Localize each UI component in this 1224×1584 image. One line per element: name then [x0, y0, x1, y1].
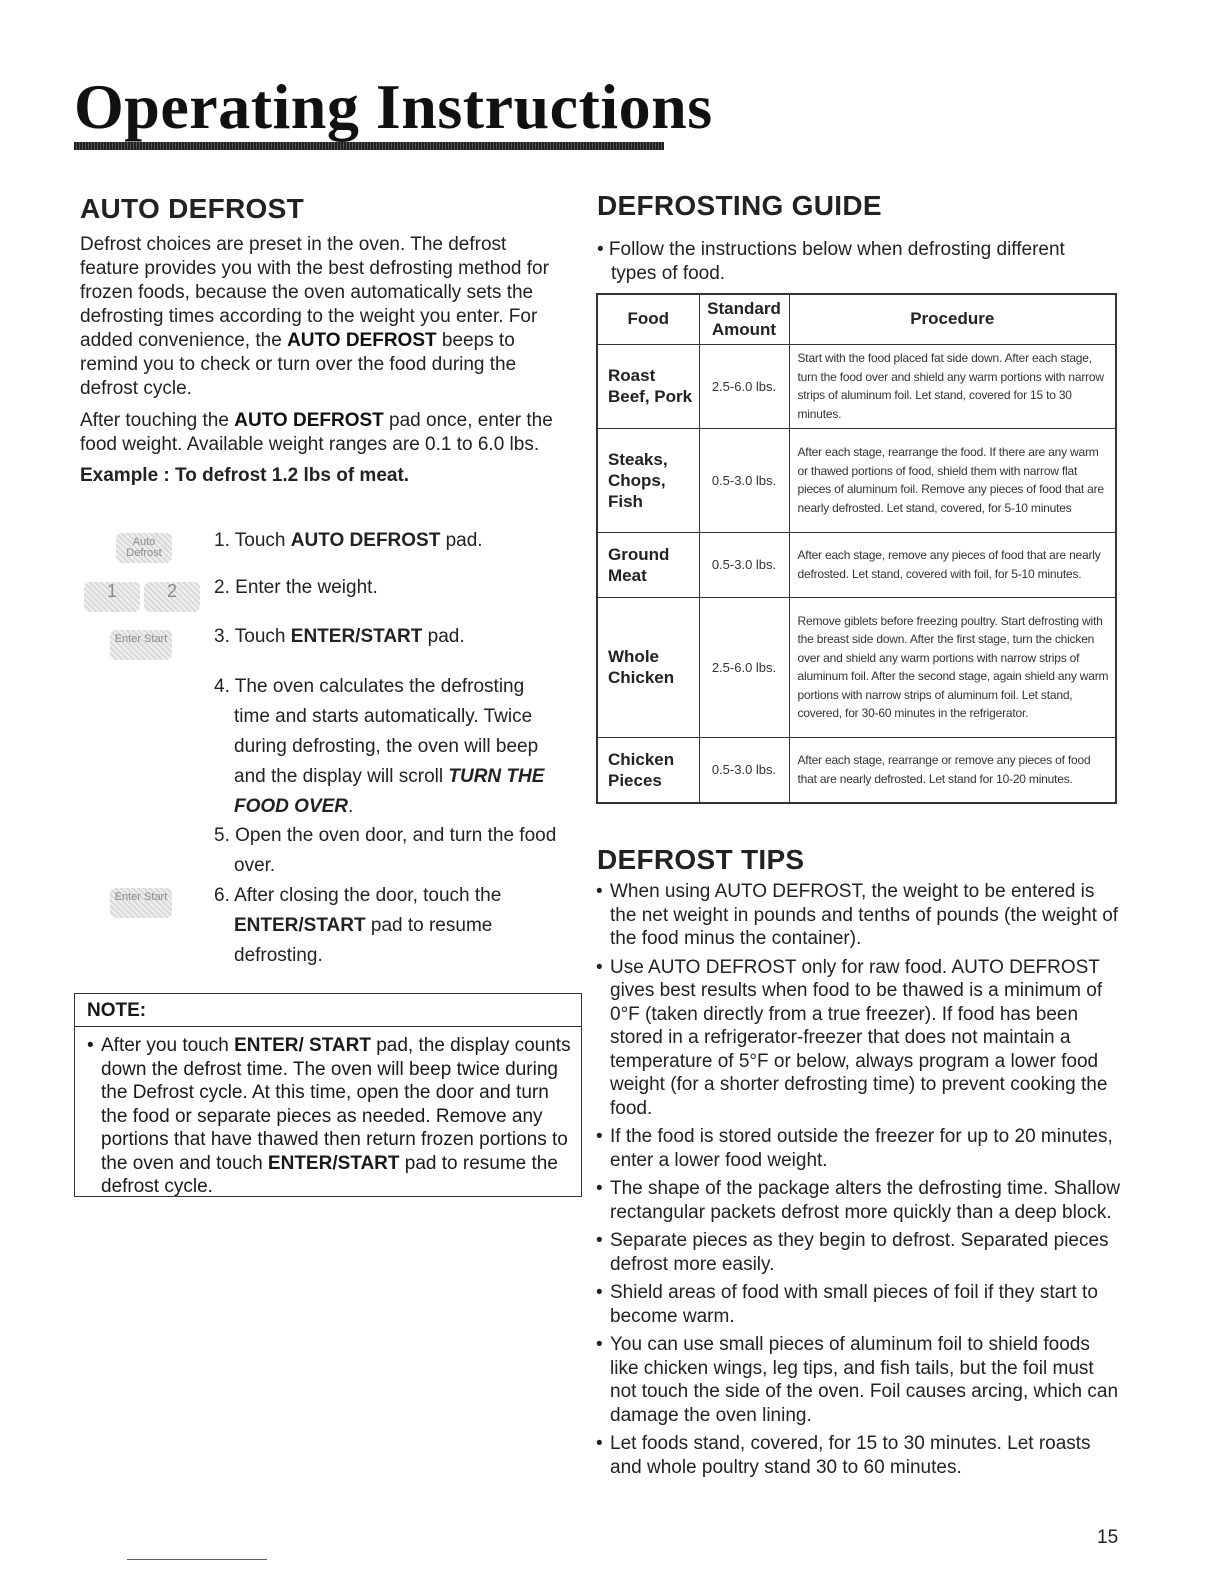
table-row	[597, 428, 1116, 532]
footer-rule	[127, 1559, 267, 1560]
table-row	[597, 344, 1116, 428]
auto-defrost-intro: Defrost choices are preset in the oven. The defrost feature provides you with the best defrosting method for frozen foods, because the oven automatically sets the defrosting times according to the weight you enter. For added convenience, the AUTO DEFROST beeps to remind you to check or turn over the food during the defrost cycle.	[80, 234, 549, 399]
step-3: 3. Touch ENTER/START pad.	[214, 626, 465, 647]
defrost-tips-list	[596, 880, 1121, 1484]
food-cell: Steaks, Chops, Fish	[597, 428, 699, 532]
amount-cell: 0.5-3.0 lbs.	[699, 737, 789, 803]
table-row	[597, 737, 1116, 803]
page-number: 15	[1097, 1527, 1119, 1548]
list-item: • Let foods stand, covered, for 15 to 30 minutes. Let roasts and whole poultry stand 30 to 60 minutes.	[596, 1433, 1091, 1478]
defrosting-guide-intro: • Follow the instructions below when defrosting different types of food.	[597, 239, 1065, 284]
amount-cell: 2.5-6.0 lbs.	[699, 344, 789, 428]
note-box	[74, 993, 582, 1197]
list-item: • Use AUTO DEFROST only for raw food. AUTO DEFROST gives best results when food to be thawed is a minimum of 0°F (taken directly from a true freezer). If food has been stored in a refrigerator-freezer that does not maintain a temperature of 5°F or below, always program a lower food weight (for a shorter defrosting time) to prevent cooking the food.	[596, 956, 1108, 1119]
procedure-cell: After each stage, rearrange or remove any pieces of food that are nearly defrosted. Let stand for 10-20 minutes.	[789, 737, 1116, 803]
list-item: • You can use small pieces of aluminum foil to shield foods like chicken wings, leg tips, and fish tails, but the foil must not touch the side of the oven. Foil causes arcing, which can damage the oven lining.	[596, 1334, 1119, 1426]
bullet-icon: •	[596, 1126, 603, 1147]
table-row	[597, 532, 1116, 597]
procedure-cell: After each stage, rearrange the food. If there are any warm or thawed portions of food, shield them with narrow flat pieces of aluminum foil. Remove any pieces of food that are nearly defrosted. Let stand, covered, for 5-10 minutes	[789, 428, 1116, 532]
defrosting-guide-heading: DEFROSTING GUIDE	[597, 190, 882, 221]
food-cell: Ground Meat	[597, 532, 699, 597]
step-1: 1. Touch AUTO DEFROST pad.	[214, 530, 483, 551]
auto-defrost-weight-info: After touching the AUTO DEFROST pad once, enter the food weight. Available weight ranges are 0.1 to 6.0 lbs.	[80, 410, 553, 455]
step-4: 4. The oven calculates the defrosting time and starts automatically. Twice during defrosting, the oven will beep and the display will scroll TURN THE FOOD OVER.	[214, 676, 545, 817]
bullet-icon: •	[596, 881, 603, 902]
amount-cell: 0.5-3.0 lbs.	[699, 428, 789, 532]
column-header-food: Food	[597, 294, 699, 344]
note-divider	[75, 1026, 581, 1027]
bullet-icon: •	[596, 1178, 603, 1199]
step-6: 6. After closing the door, touch the ENTER/START pad to resume defrosting.	[214, 885, 502, 966]
note-body	[87, 1034, 579, 1199]
table-header-row	[597, 294, 1116, 344]
table-row	[597, 597, 1116, 737]
bullet-icon: •	[596, 1334, 603, 1355]
list-item: • The shape of the package alters the defrosting time. Shallow rectangular packets defrost more quickly than a deep block.	[596, 1178, 1121, 1223]
step-2: 2. Enter the weight.	[214, 577, 378, 598]
food-cell: Whole Chicken	[597, 597, 699, 737]
number-2-pad-icon: 2	[144, 582, 200, 612]
bullet-icon: •	[596, 1282, 603, 1303]
number-1-pad-icon: 1	[84, 582, 140, 612]
column-header-amount: Standard Amount	[699, 294, 789, 344]
procedure-cell: Remove giblets before freezing poultry. Start defrosting with the breast side down. After the first stage, turn the chicken over and shield any warm portions with narrow strips of aluminum foil. After the second stage, again shield any warm portions with narrow strips of aluminum foil. Let stand, covered, for 30-60 minutes in the refrigerator.	[789, 597, 1116, 737]
procedure-cell: Start with the food placed fat side down. After each stage, turn the food over and shield any warm portions with narrow strips of aluminum foil. Let stand, covered for 15 to 30 minutes.	[789, 344, 1116, 428]
auto-defrost-pad-icon: Auto Defrost	[116, 533, 172, 563]
food-cell: Roast Beef, Pork	[597, 344, 699, 428]
page-title: Operating Instructions	[74, 71, 713, 142]
title-underline	[74, 142, 664, 150]
enter-start-pad-icon: Enter Start	[110, 630, 172, 660]
step-5: 5. Open the oven door, and turn the food over.	[214, 825, 557, 876]
amount-cell: 0.5-3.0 lbs.	[699, 532, 789, 597]
defrost-tips-heading: DEFROST TIPS	[597, 844, 805, 875]
note-text: After you touch ENTER/ START pad, the display counts down the defrost time. The oven will beep twice during the Defrost cycle. At this time, open the door and turn the food or separate pieces as needed. Remove any portions that have thawed then return frozen portions to the oven and touch ENTER/START pad to resume the defrost cycle.	[101, 1035, 571, 1197]
food-cell: Chicken Pieces	[597, 737, 699, 803]
defrosting-guide-table	[596, 293, 1117, 804]
note-heading: NOTE:	[87, 1000, 147, 1021]
list-item: • Shield areas of food with small pieces of foil if they start to become warm.	[596, 1282, 1098, 1327]
enter-start-pad-icon-resume: Enter Start	[110, 888, 172, 918]
bullet-icon: •	[87, 1035, 94, 1056]
auto-defrost-heading: AUTO DEFROST	[80, 193, 304, 224]
list-item: • If the food is stored outside the freezer for up to 20 minutes, enter a lower food weight.	[596, 1126, 1113, 1171]
list-item: • When using AUTO DEFROST, the weight to be entered is the net weight in pounds and tenths of pounds (the weight of the food minus the container).	[596, 881, 1119, 949]
column-header-procedure: Procedure	[789, 294, 1116, 344]
bullet-icon: •	[596, 956, 603, 978]
procedure-cell: After each stage, remove any pieces of food that are nearly defrosted. Let stand, covered with foil, for 5-10 minutes.	[789, 532, 1116, 597]
bullet-icon: •	[596, 1230, 603, 1251]
amount-cell: 2.5-6.0 lbs.	[699, 597, 789, 737]
example-line: Example : To defrost 1.2 lbs of meat.	[80, 465, 410, 486]
list-item: • Separate pieces as they begin to defrost. Separated pieces defrost more easily.	[596, 1230, 1109, 1275]
bullet-icon: •	[596, 1433, 603, 1454]
